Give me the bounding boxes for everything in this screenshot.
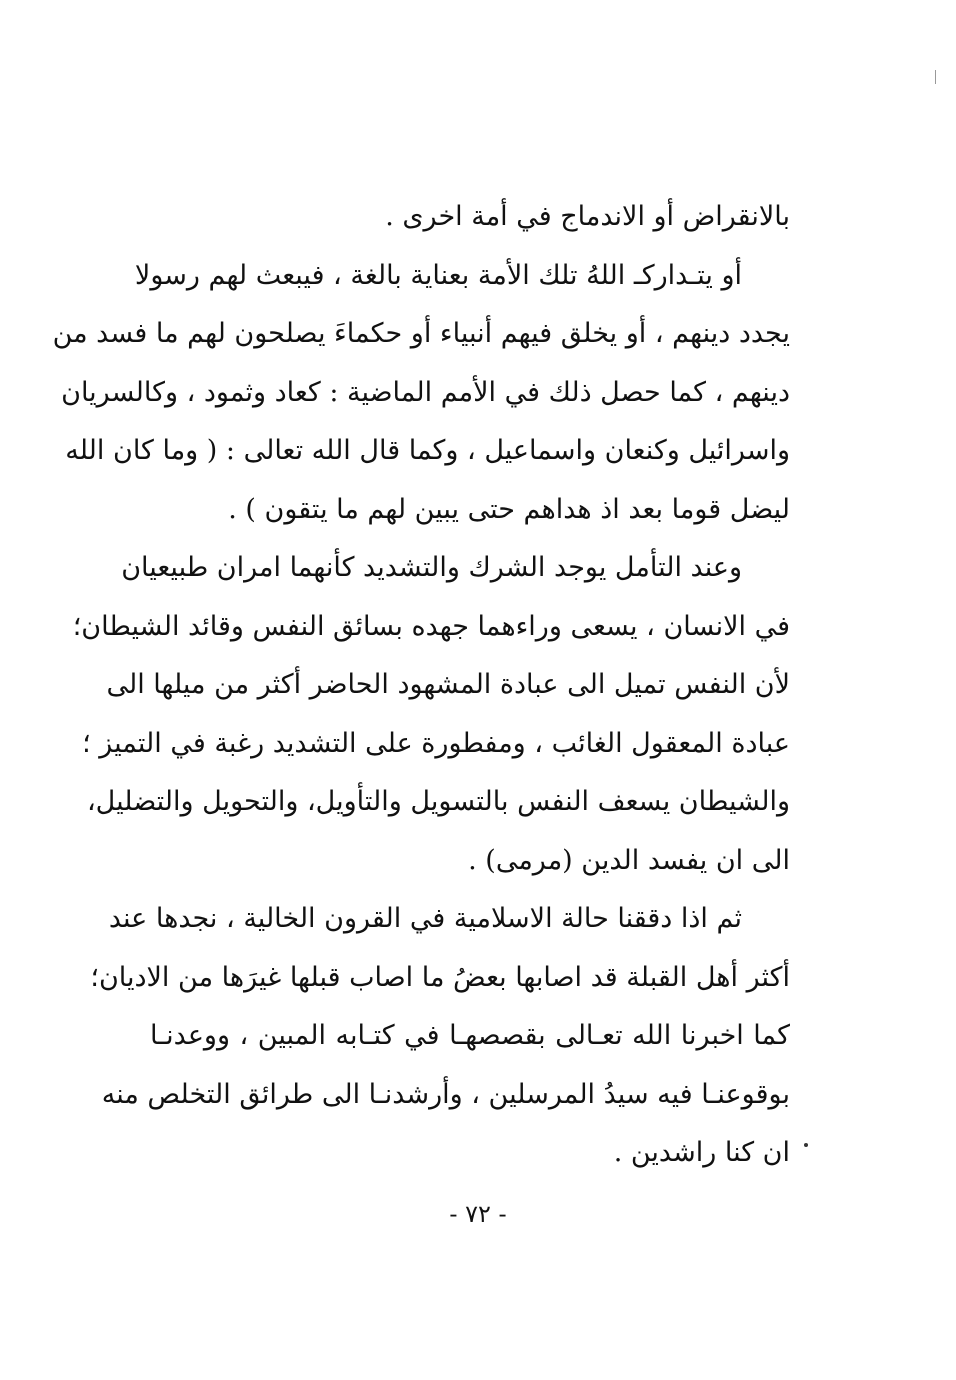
text-line: كما اخبرنا الله تعـالى بقصصهـا في كتـابه المبين ، ووعدنـا [150, 1020, 790, 1051]
text-line: ليضل قوما بعد اذ هداهم حتى يبين لهم ما يتقون ) . [228, 493, 790, 525]
text-line: دينهم ، كما حصل ذلك في الأمم الماضية : كعاد وثمود ، وكالسريان [61, 376, 790, 408]
text-line: والشيطان يسعف النفس بالتسويل والتأويل، والتحويل والتضليل، [86, 786, 790, 817]
body-text [52, 188, 790, 1183]
stray-dot [804, 1143, 808, 1147]
text-line: في الانسان ، يسعى وراءهما جهده بسائق النفس وقائد الشيطان؛ [72, 610, 790, 642]
text-line: وعند التأمل يوجد الشرك والتشديد كأنهما امران طبيعيان [121, 552, 742, 583]
text-line: يجدد دينهم ، أو يخلق فيهم أنبياء أو حكماءَ يصلحون لهم ما فسد من [52, 318, 790, 349]
scan-edge-mark [935, 70, 936, 84]
text-line: ان كنا راشدين . [613, 1137, 790, 1168]
text-line: ثم اذا دققنا حالة الاسلامية في القرون الخالية ، نجدها عند [108, 903, 742, 934]
text-line: أو يتـداركـ اللهُ تلك الأمة بعناية بالغة ، فيبعث لهم رسولا [134, 259, 742, 291]
text-line: بالانقراض أو الاندماج في أمة اخرى . [385, 201, 790, 232]
text-line: عبادة المعقول الغائب ، ومفطورة على التشديد رغبة في التميز ؛ [82, 727, 790, 759]
text-line: أكثر أهل القبلة قد اصابها بعضُ ما اصاب قبلها غيرَها من الاديان؛ [90, 961, 790, 993]
text-line: بوقوعنـا فيه سيدُ المرسلين ، وأرشدنـا الى طرائق التخلص منه [101, 1078, 790, 1110]
text-line: واسرائيل وكنعان واسماعيل ، وكما قال الله تعالى : ( وما كان الله [65, 435, 790, 466]
text-line: لأن النفس تميل الى عبادة المشهود الحاضر أكثر من ميلها الى [106, 669, 790, 700]
text-line: الى ان يفسد الدين (مرمى) . [468, 844, 790, 876]
page-number: - ٧٢ - [449, 1200, 507, 1228]
